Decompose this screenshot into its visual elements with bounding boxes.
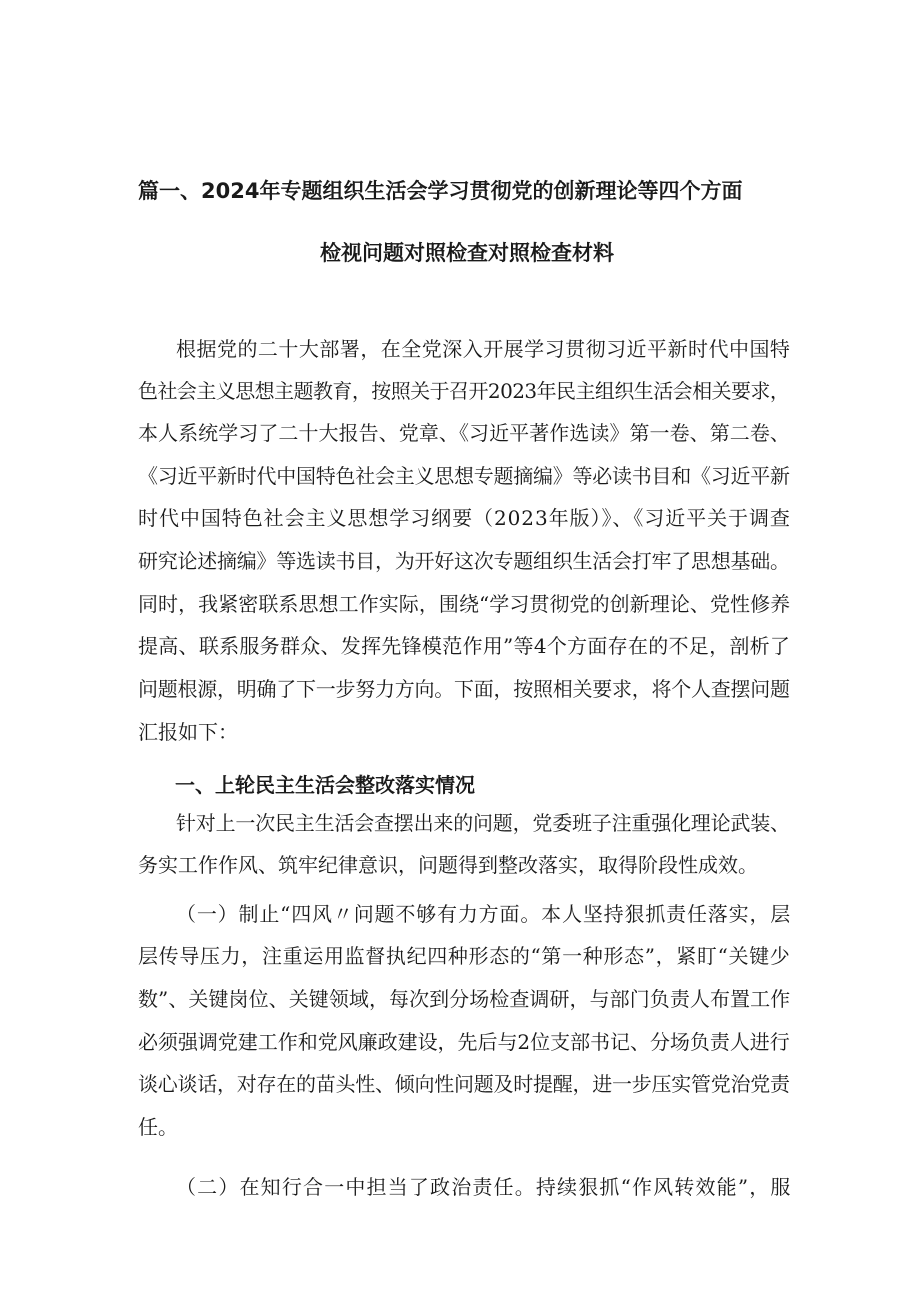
paragraph-1-line-5: 时代中国特色社会主义思想学习纲要（2023年版）》、《习近平关于调查: [138, 506, 791, 530]
section-heading: 一、上轮民主生活会整改落实情况: [175, 773, 475, 797]
paragraph-3-line-2: 层传导压力，注重运用监督执纪四种形态的“第一种形态”，紧盯“关键少: [138, 944, 791, 968]
paragraph-1-line-2: 色社会主义思想主题教育，按照关于召开2023年民主组织生活会相关要求，: [138, 379, 790, 403]
paragraph-1-line-7: 同时，我紧密联系思想工作实际，围绕“学习贯彻党的创新理论、党性修养: [138, 592, 791, 616]
paragraph-1-line-4: 《习近平新时代中国特色社会主义思想专题摘编》等必读书目和《习近平新: [138, 464, 790, 488]
paragraph-3-line-5: 谈心谈话，对存在的苗头性、倾向性问题及时提醒，进一步压实管党治党责: [138, 1072, 790, 1096]
paragraph-1-line-1: 根据党的二十大部署，在全党深入开展学习贯彻习近平新时代中国特: [176, 337, 791, 361]
paragraph-3-line-3: 数”、关键岗位、关键领域，每次到分场检查调研，与部门负责人布置工作: [138, 987, 791, 1011]
paragraph-1-line-10: 汇报如下：: [138, 720, 238, 744]
paragraph-1-line-9: 问题根源，明确了下一步努力方向。下面，按照相关要求，将个人查摆问题: [138, 677, 790, 701]
paragraph-2-line-1: 针对上一次民主生活会查摆出来的问题，党委班子注重强化理论武装、: [176, 811, 790, 835]
paragraph-1-line-3: 本人系统学习了二十大报告、党章、《习近平著作选读》第一卷、第二卷、: [138, 421, 790, 445]
paragraph-3-line-1: （一）制止“四风〃问题不够有力方面。本人坚持狠抓责任落实，层: [176, 902, 792, 926]
paragraph-3-line-4: 必须强调党建工作和党风廉政建设，先后与2位支部书记、分场负责人进行: [138, 1030, 790, 1054]
paragraph-1-line-6: 研究论述摘编》等选读书目，为开好这次专题组织生活会打牢了思想基础。: [138, 549, 790, 573]
paragraph-3-line-6: 任。: [138, 1115, 178, 1139]
paragraph-1-line-8: 提高、联系服务群众、发挥先锋模范作用”等4个方面存在的不足，剖析了: [138, 634, 791, 658]
paragraph-4-line-1: （二）在知行合一中担当了政治责任。持续狠抓“作风转效能”，服: [176, 1175, 792, 1199]
document-title-line-2: 检视问题对照检查对照检查材料: [320, 241, 614, 265]
document-title-line-1: 篇一、2024年专题组织生活会学习贯彻党的创新理论等四个方面: [138, 179, 743, 203]
paragraph-2-line-2: 务实工作作风、筑牢纪律意识，问题得到整改落实，取得阶段性成效。: [138, 853, 758, 877]
